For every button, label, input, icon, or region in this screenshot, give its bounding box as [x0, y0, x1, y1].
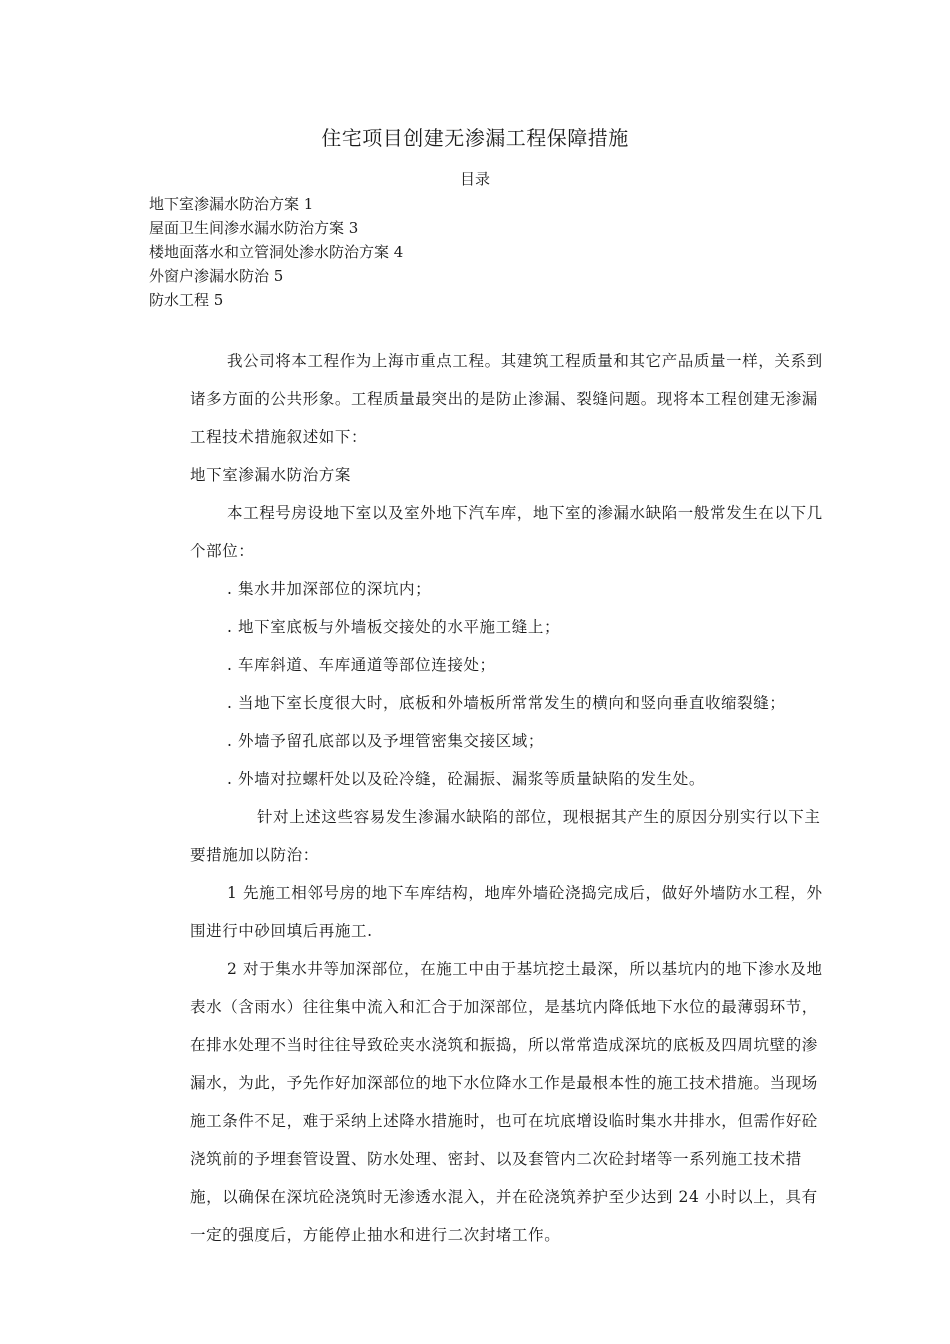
bullet-item: . 地下室底板与外墙板交接处的水平施工缝上；	[227, 618, 561, 636]
measures-intro-paragraph: 针对上述这些容易发生渗漏水缺陷的部位，现根据其产生的原因分别实行以下主要措施加以防治：	[190, 808, 821, 864]
toc-item[interactable]: 地下室渗漏水防治方案 1	[149, 195, 314, 213]
toc-item[interactable]: 防水工程 5	[149, 291, 224, 309]
toc-heading: 目录	[459, 170, 490, 188]
bullet-item: . 外墙予留孔底部以及予埋管密集交接区域；	[227, 732, 544, 750]
measure-paragraph: 2 对于集水井等加深部位，在施工中由于基坑挖土最深，所以基坑内的地下渗水及地表水（含雨水）往往集中流入和汇合于加深部位，是基坑内降低地下水位的最薄弱环节，在排水处理不当时往往导致砼夹水浇筑和振捣，所以常常造成深坑的底板及四周坑壁的渗漏水，为此，予先作好加深部位的地下水位降水工作是最根本性的施工技术措施。当现场施工条件不足，难于采纳上述降水措施时，也可在坑底增设临时集水井排水，但需作好砼浇筑前的予埋套管设置、防水处理、密封、以及套管内二次砼封堵等一系列施工技术措施，以确保在深坑砼浇筑时无渗透水混入，并在砼浇筑养护至少达到 24 小时以上，具有一定的强度后，方能停止抽水和进行二次封堵工作。	[190, 960, 823, 1244]
section-heading: 地下室渗漏水防治方案	[190, 466, 352, 484]
toc-item[interactable]: 外窗户渗漏水防治 5	[149, 267, 284, 285]
toc-item[interactable]: 屋面卫生间渗水漏水防治方案 3	[149, 219, 359, 237]
bullet-item: . 当地下室长度很大时，底板和外墙板所常常发生的横向和竖向垂直收缩裂缝；	[227, 694, 786, 712]
toc-item[interactable]: 楼地面落水和立管洞处渗水防治方案 4	[149, 243, 404, 261]
bullet-item: . 集水井加深部位的深坑内；	[227, 580, 432, 598]
document-title: 住宅项目创建无渗漏工程保障措施	[321, 126, 629, 150]
bullet-item: . 车库斜道、车库通道等部位连接处；	[227, 656, 496, 674]
table-of-contents	[149, 192, 403, 312]
section-paragraph: 本工程号房设地下室以及室外地下汽车库，地下室的渗漏水缺陷一般常发生在以下几个部位：	[190, 504, 823, 560]
measure-paragraph: 1 先施工相邻号房的地下车库结构，地库外墙砼浇捣完成后，做好外墙防水工程，外围进行中砂回填后再施工.	[190, 884, 823, 940]
document-body	[190, 342, 830, 1254]
intro-paragraph: 我公司将本工程作为上海市重点工程。其建筑工程质量和其它产品质量一样，关系到诸多方面的公共形象。工程质量最突出的是防止渗漏、裂缝问题。现将本工程创建无渗漏工程技术措施叙述如下：	[190, 352, 823, 446]
bullet-item: . 外墙对拉螺杆处以及砼冷缝，砼漏振、漏浆等质量缺陷的发生处。	[227, 770, 705, 788]
